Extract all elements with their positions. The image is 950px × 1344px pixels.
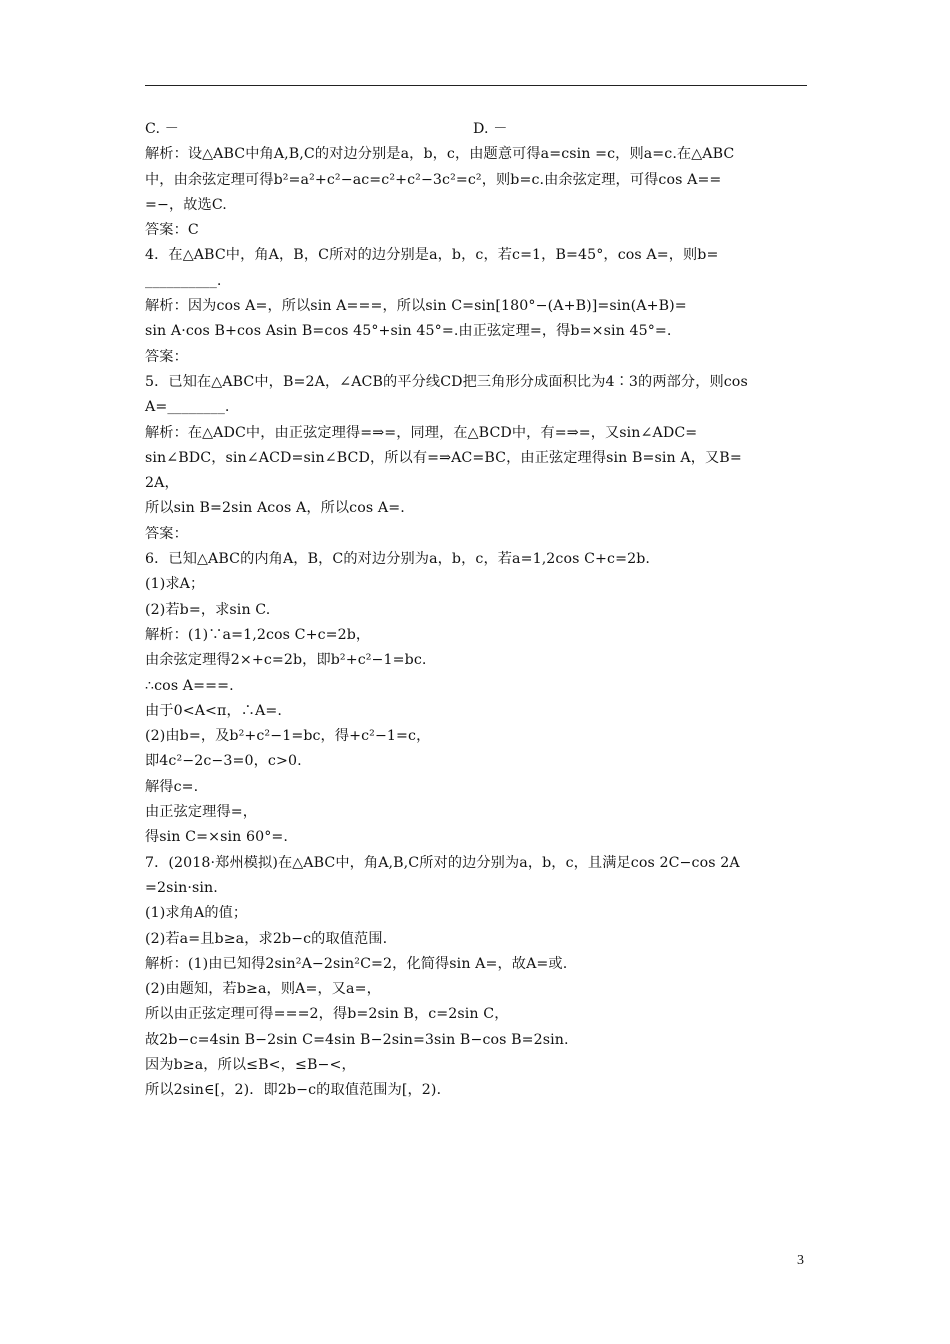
text-line: sin A·cos B+cos Asin B=cos 45°+sin 45°=.由正弦定理=，得b=×sin 45°=. (145, 323, 672, 340)
text-line: 答案： (145, 525, 188, 542)
text-line: 得sin C=×sin 60°=. (145, 829, 288, 846)
text-line: 答案： (145, 348, 188, 365)
text-line: 故2b−c=4sin B−2sin C=4sin B−2sin=3sin B−cos B=2sin. (145, 1031, 569, 1048)
answer-options (145, 117, 810, 142)
text-line: 7．(2018·郑州模拟)在△ABC中，角A,B,C所对的边分别为a，b，c，且满足cos 2C−cos 2A (145, 854, 740, 871)
text-line: =2sin·sin. (145, 879, 218, 896)
text-line: 中，由余弦定理可得b²=a²+c²−ac=c²+c²−3c²=c²，则b=c.由余弦定理，可得cos A== (145, 171, 722, 188)
page-number: 3 (797, 1253, 804, 1268)
text-line: 6．已知△ABC的内角A，B，C的对边分别为a，b，c，若a=1,2cos C+c=2b. (145, 551, 650, 568)
text-line: ∴cos A===. (145, 677, 234, 694)
text-line: 所以由正弦定理可得===2，得b=2sin B，c=2sin C， (145, 1006, 509, 1023)
text-line: 所以sin B=2sin Acos A，所以cos A=. (145, 500, 405, 517)
text-line: 解析：(1)由已知得2sin²A−2sin²C=2，化简得sin A=，故A=或. (145, 955, 568, 972)
document-body (145, 117, 810, 1104)
header-rule (145, 85, 807, 86)
text-line: sin∠BDC，sin∠ACD=sin∠BCD，所以有=⇒AC=BC，由正弦定理得sin B=sin A，又B= (145, 449, 742, 466)
option-c: C. － (145, 121, 179, 137)
text-line: 4．在△ABC中，角A，B，C所对的边分别是a，b，c，若c=1，B=45°，cos A=，则b= (145, 247, 719, 264)
text-line: (2)由b=，及b²+c²−1=bc，得+c²−1=c， (145, 728, 431, 745)
text-line: 由于0<A<π，∴A=. (145, 702, 282, 719)
text-line: (2)若b=，求sin C. (145, 601, 271, 618)
text-line: (1)求角A的值； (145, 905, 248, 922)
text-line: __________. (145, 272, 222, 289)
text-line: 2A， (145, 475, 179, 492)
text-line: A=________. (145, 399, 230, 416)
text-line: 解析：因为cos A=，所以sin A===，所以sin C=sin[180°−(A+B)]=sin(A+B)= (145, 298, 687, 315)
text-line: 因为b≥a，所以≤B<，≤B−<， (145, 1056, 356, 1073)
text-line: 即4c²−2c−3=0，c>0. (145, 753, 302, 770)
text-line: 答案：C (145, 222, 199, 239)
text-line: 解得c=. (145, 778, 199, 795)
text-line: 5．已知在△ABC中，B=2A，∠ACB的平分线CD把三角形分成面积比为4∶3的两部分，则cos (145, 373, 748, 390)
text-line: (2)若a=且b≥a，求2b−c的取值范围. (145, 930, 388, 947)
text-line: 解析：(1)∵a=1,2cos C+c=2b， (145, 626, 371, 643)
text-line: =−，故选C. (145, 196, 227, 213)
text-line: 解析：在△ADC中，由正弦定理得=⇒=，同理，在△BCD中，有=⇒=，又sin∠ADC= (145, 424, 698, 441)
option-d: D. － (473, 121, 508, 137)
text-line: 由余弦定理得2×+c=2b，即b²+c²−1=bc. (145, 652, 427, 669)
text-line: 所以2sin∈[，2)．即2b−c的取值范围为[，2)． (145, 1082, 451, 1099)
text-line: 由正弦定理得=， (145, 804, 258, 821)
text-line: (1)求A； (145, 576, 205, 593)
text-line: 解析：设△ABC中角A,B,C的对边分别是a，b，c，由题意可得a=csin =c，则a=c.在△ABC (145, 146, 735, 163)
text-line: (2)由题知，若b≥a，则A=，又a=， (145, 981, 381, 998)
